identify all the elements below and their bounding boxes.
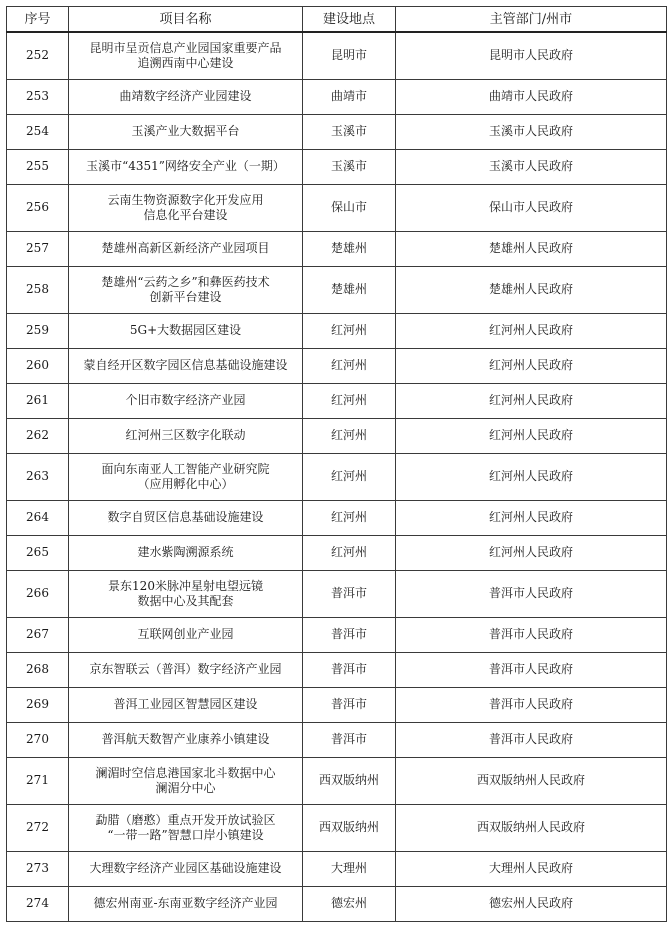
department-cell: 玉溪市人民政府 bbox=[396, 114, 667, 149]
location-cell: 保山市 bbox=[303, 184, 396, 231]
table-row bbox=[7, 570, 667, 617]
table-row bbox=[7, 149, 667, 184]
department-cell: 大理州人民政府 bbox=[396, 851, 667, 886]
table-row bbox=[7, 886, 667, 921]
project-name-cell: 勐腊（磨憨）重点开发开放试验区 “一带一路”智慧口岸小镇建设 bbox=[69, 804, 303, 851]
location-cell: 楚雄州 bbox=[303, 231, 396, 266]
location-cell: 楚雄州 bbox=[303, 266, 396, 313]
department-cell: 红河州人民政府 bbox=[396, 453, 667, 500]
table-row bbox=[7, 231, 667, 266]
location-cell: 普洱市 bbox=[303, 652, 396, 687]
location-cell: 红河州 bbox=[303, 500, 396, 535]
table-row bbox=[7, 266, 667, 313]
serial-number-cell: 255 bbox=[7, 149, 69, 184]
table-row bbox=[7, 184, 667, 231]
serial-number-cell: 262 bbox=[7, 418, 69, 453]
project-name-cell: 5G+大数据园区建设 bbox=[69, 313, 303, 348]
project-name-cell: 建水紫陶溯源系统 bbox=[69, 535, 303, 570]
location-cell: 昆明市 bbox=[303, 32, 396, 79]
header-department: 主管部门/州市 bbox=[396, 7, 667, 33]
header-serial-number: 序号 bbox=[7, 7, 69, 33]
serial-number-cell: 265 bbox=[7, 535, 69, 570]
serial-number-cell: 270 bbox=[7, 722, 69, 757]
location-cell: 西双版纳州 bbox=[303, 757, 396, 804]
department-cell: 昆明市人民政府 bbox=[396, 32, 667, 79]
project-name-cell: 大理数字经济产业园区基础设施建设 bbox=[69, 851, 303, 886]
serial-number-cell: 272 bbox=[7, 804, 69, 851]
department-cell: 西双版纳州人民政府 bbox=[396, 757, 667, 804]
table-row bbox=[7, 851, 667, 886]
location-cell: 普洱市 bbox=[303, 570, 396, 617]
header-location: 建设地点 bbox=[303, 7, 396, 33]
project-name-cell: 玉溪产业大数据平台 bbox=[69, 114, 303, 149]
table-body bbox=[7, 32, 667, 921]
serial-number-cell: 258 bbox=[7, 266, 69, 313]
serial-number-cell: 273 bbox=[7, 851, 69, 886]
project-name-cell: 昆明市呈贡信息产业园国家重要产品 追溯西南中心建设 bbox=[69, 32, 303, 79]
table-row bbox=[7, 722, 667, 757]
header-project-name: 项目名称 bbox=[69, 7, 303, 33]
location-cell: 普洱市 bbox=[303, 722, 396, 757]
table-row bbox=[7, 313, 667, 348]
project-name-cell: 面向东南亚人工智能产业研究院 （应用孵化中心） bbox=[69, 453, 303, 500]
department-cell: 楚雄州人民政府 bbox=[396, 266, 667, 313]
table-row bbox=[7, 79, 667, 114]
serial-number-cell: 261 bbox=[7, 383, 69, 418]
serial-number-cell: 271 bbox=[7, 757, 69, 804]
location-cell: 红河州 bbox=[303, 453, 396, 500]
location-cell: 玉溪市 bbox=[303, 114, 396, 149]
serial-number-cell: 264 bbox=[7, 500, 69, 535]
location-cell: 大理州 bbox=[303, 851, 396, 886]
serial-number-cell: 252 bbox=[7, 32, 69, 79]
department-cell: 普洱市人民政府 bbox=[396, 570, 667, 617]
serial-number-cell: 269 bbox=[7, 687, 69, 722]
project-name-cell: 个旧市数字经济产业园 bbox=[69, 383, 303, 418]
department-cell: 德宏州人民政府 bbox=[396, 886, 667, 921]
department-cell: 红河州人民政府 bbox=[396, 418, 667, 453]
project-table bbox=[6, 6, 667, 922]
location-cell: 普洱市 bbox=[303, 617, 396, 652]
department-cell: 普洱市人民政府 bbox=[396, 652, 667, 687]
location-cell: 德宏州 bbox=[303, 886, 396, 921]
department-cell: 曲靖市人民政府 bbox=[396, 79, 667, 114]
serial-number-cell: 260 bbox=[7, 348, 69, 383]
serial-number-cell: 263 bbox=[7, 453, 69, 500]
location-cell: 红河州 bbox=[303, 383, 396, 418]
location-cell: 西双版纳州 bbox=[303, 804, 396, 851]
table-row bbox=[7, 535, 667, 570]
table-row bbox=[7, 757, 667, 804]
table-row bbox=[7, 652, 667, 687]
table-row bbox=[7, 348, 667, 383]
location-cell: 普洱市 bbox=[303, 687, 396, 722]
serial-number-cell: 266 bbox=[7, 570, 69, 617]
location-cell: 红河州 bbox=[303, 418, 396, 453]
table-row bbox=[7, 687, 667, 722]
department-cell: 红河州人民政府 bbox=[396, 313, 667, 348]
project-name-cell: 玉溪市“4351”网络安全产业（一期） bbox=[69, 149, 303, 184]
serial-number-cell: 268 bbox=[7, 652, 69, 687]
project-name-cell: 蒙自经开区数字园区信息基础设施建设 bbox=[69, 348, 303, 383]
project-name-cell: 普洱航天数智产业康养小镇建设 bbox=[69, 722, 303, 757]
project-name-cell: 楚雄州高新区新经济产业园项目 bbox=[69, 231, 303, 266]
department-cell: 普洱市人民政府 bbox=[396, 617, 667, 652]
department-cell: 红河州人民政府 bbox=[396, 500, 667, 535]
project-name-cell: 红河州三区数字化联动 bbox=[69, 418, 303, 453]
project-name-cell: 普洱工业园区智慧园区建设 bbox=[69, 687, 303, 722]
location-cell: 玉溪市 bbox=[303, 149, 396, 184]
project-name-cell: 云南生物资源数字化开发应用 信息化平台建设 bbox=[69, 184, 303, 231]
serial-number-cell: 254 bbox=[7, 114, 69, 149]
project-name-cell: 京东智联云（普洱）数字经济产业园 bbox=[69, 652, 303, 687]
table-header bbox=[7, 7, 667, 33]
table-row bbox=[7, 804, 667, 851]
department-cell: 西双版纳州人民政府 bbox=[396, 804, 667, 851]
table-row bbox=[7, 32, 667, 79]
project-name-cell: 曲靖数字经济产业园建设 bbox=[69, 79, 303, 114]
department-cell: 楚雄州人民政府 bbox=[396, 231, 667, 266]
serial-number-cell: 257 bbox=[7, 231, 69, 266]
department-cell: 红河州人民政府 bbox=[396, 383, 667, 418]
project-name-cell: 德宏州南亚-东南亚数字经济产业园 bbox=[69, 886, 303, 921]
project-name-cell: 楚雄州“云药之乡”和彝医药技术 创新平台建设 bbox=[69, 266, 303, 313]
table-row bbox=[7, 418, 667, 453]
serial-number-cell: 256 bbox=[7, 184, 69, 231]
serial-number-cell: 267 bbox=[7, 617, 69, 652]
table-row bbox=[7, 617, 667, 652]
department-cell: 玉溪市人民政府 bbox=[396, 149, 667, 184]
department-cell: 普洱市人民政府 bbox=[396, 687, 667, 722]
department-cell: 保山市人民政府 bbox=[396, 184, 667, 231]
department-cell: 红河州人民政府 bbox=[396, 535, 667, 570]
project-name-cell: 数字自贸区信息基础设施建设 bbox=[69, 500, 303, 535]
table-row bbox=[7, 383, 667, 418]
project-name-cell: 澜湄时空信息港国家北斗数据中心 澜湄分中心 bbox=[69, 757, 303, 804]
location-cell: 红河州 bbox=[303, 348, 396, 383]
location-cell: 曲靖市 bbox=[303, 79, 396, 114]
project-name-cell: 景东120米脉冲星射电望远镜 数据中心及其配套 bbox=[69, 570, 303, 617]
department-cell: 红河州人民政府 bbox=[396, 348, 667, 383]
location-cell: 红河州 bbox=[303, 313, 396, 348]
header-row bbox=[7, 7, 667, 33]
serial-number-cell: 253 bbox=[7, 79, 69, 114]
department-cell: 普洱市人民政府 bbox=[396, 722, 667, 757]
serial-number-cell: 274 bbox=[7, 886, 69, 921]
table-row bbox=[7, 453, 667, 500]
table-row bbox=[7, 500, 667, 535]
table-row bbox=[7, 114, 667, 149]
serial-number-cell: 259 bbox=[7, 313, 69, 348]
project-list-document bbox=[6, 6, 666, 922]
project-name-cell: 互联网创业产业园 bbox=[69, 617, 303, 652]
location-cell: 红河州 bbox=[303, 535, 396, 570]
